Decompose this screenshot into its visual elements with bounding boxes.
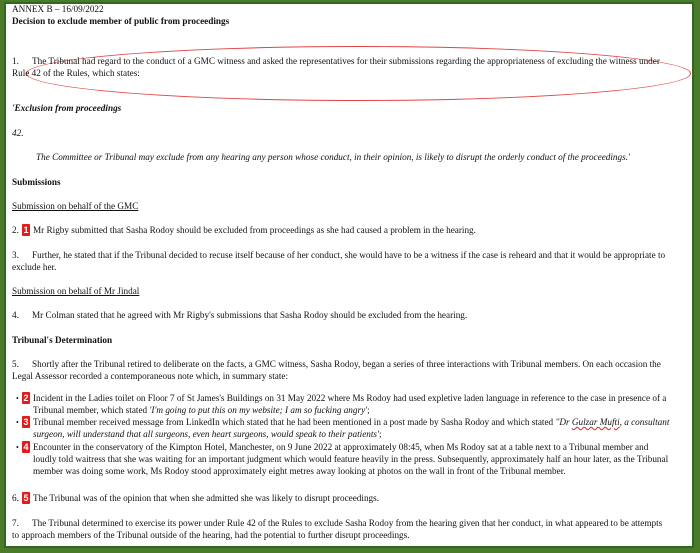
- bullet-icon: •: [16, 443, 19, 452]
- paragraph-number: 2.: [12, 225, 19, 235]
- annex-label: ANNEX B – 16/09/2022: [12, 4, 104, 14]
- paragraph-number: 1.: [12, 56, 19, 66]
- paragraph-text: Further, he stated that if the Tribunal decided to recuse itself because of her conduct, she would have to be a witness if the case is reheard and that it would be appropriate to: [32, 250, 666, 260]
- gmc-submission-heading: Submission on behalf of the GMC: [12, 201, 139, 211]
- document-frame: [4, 2, 694, 548]
- document-page: [6, 4, 692, 546]
- bullet-end: ;: [378, 429, 382, 439]
- paragraph-7-line-1: [12, 518, 662, 530]
- paragraph-2-text: Mr Rigby submitted that Sasha Rodoy should be excluded from proceedings as she had caused a problem in the hearing.: [33, 225, 476, 235]
- bullet-2-line-2: [33, 429, 382, 441]
- rule-heading: 'Exclusion from proceedings: [12, 103, 122, 113]
- paragraph-text: Mr Colman stated that he agreed with Mr Rigby's submissions that Sasha Rodoy should be excluded from the hearing.: [32, 310, 468, 320]
- bullet-3-line-3: member was doing some work, Ms Rodoy stood approximately eight metres away looking at photos on the wall in front of the Tribunal member.: [33, 466, 566, 476]
- jindal-submission-heading: Submission on behalf of Mr Jindal: [12, 286, 140, 296]
- paragraph-5-line-2: Legal Assessor recorded a contemporaneous note which, in summary state:: [12, 371, 289, 381]
- paragraph-number: 5.: [12, 359, 19, 369]
- bullet-3-line-1: Encounter in the conservatory of the Kimpton Hotel, Manchester, on 9 June 2022 at approximately 08:45, when Ms Rodoy sat at a table next to a Tribunal member and: [33, 442, 649, 452]
- annotation-marker-2: 2: [23, 393, 29, 403]
- bullet-text: Tribunal member received message from LinkedIn which stated that he had been mentioned in a post made by Sasha Rodoy and which stated: [33, 417, 556, 427]
- document-title: Decision to exclude member of public from proceedings: [12, 16, 230, 26]
- annotation-marker-1: 1: [23, 225, 29, 235]
- paragraph-number: 7.: [12, 518, 19, 528]
- bullet-quote: 'I'm going to put this on my website; I am so fucking angry': [149, 405, 368, 415]
- bullet-quote: ''Dr: [555, 417, 572, 427]
- paragraph-5-line-1: [12, 359, 661, 371]
- annotation-marker-3: 3: [23, 417, 29, 427]
- annotation-marker-5: 5: [23, 493, 29, 503]
- bullet-1-line-2: [33, 405, 370, 417]
- bullet-icon: •: [16, 394, 19, 403]
- paragraph-1-line-2: Rule 42 of the Rules, which states:: [12, 68, 140, 78]
- submissions-heading: Submissions: [12, 177, 61, 187]
- paragraph-1-line-1: [12, 56, 660, 68]
- paragraph-text: The Tribunal had regard to the conduct of a GMC witness and asked the representatives for their submissions regarding the appropriateness of excluding the witness under: [32, 56, 660, 66]
- bullet-2-line-1: [33, 417, 669, 429]
- paragraph-number: 3.: [12, 250, 19, 260]
- bullet-quote: surgeon, will understand that all surgeons, even heart surgeons, would speak to their patients': [33, 429, 379, 439]
- paragraph-text: Shortly after the Tribunal retired to deliberate on the facts, a GMC witness, Sasha Rodoy, began a series of three interactions with Tribunal members. On each occasion the: [32, 359, 661, 369]
- bullet-end: ;: [367, 405, 370, 415]
- bullet-icon: •: [16, 418, 19, 427]
- rule-text: The Committee or Tribunal may exclude from any hearing any person whose conduct, in their opinion, is likely to disrupt the orderly conduct of the proceedings.': [36, 152, 630, 162]
- paragraph-number: 4.: [12, 310, 19, 320]
- bullet-3-line-2: loudly told waitress that she was waiting for an important judgment which would feature heavily in the press. Subsequently, approximately half an hour later, as the Tribunal: [33, 454, 669, 464]
- bullet-quote: , a consultant: [619, 417, 670, 427]
- paragraph-4: [12, 310, 467, 322]
- rule-number: 42.: [12, 128, 24, 138]
- paragraph-7-line-2: to approach members of the Tribunal outside of the hearing, had the potential to further disrupt proceedings.: [12, 530, 410, 540]
- bullet-1-line-1: Incident in the Ladies toilet on Floor 7 of St James's Buildings on 31 May 2022 where Ms Rodoy had used expletive laden language in reference to the case in presence of a: [33, 393, 667, 403]
- paragraph-text: The Tribunal determined to exercise its power under Rule 42 of the Rules to exclude Sasha Rodoy from the hearing given that her conduct, in what appeared to be attempts: [32, 518, 663, 528]
- paragraph-6-text: The Tribunal was of the opinion that when she admitted she was likely to disrupt proceedings.: [33, 493, 380, 503]
- annotation-marker-4: 4: [23, 442, 29, 452]
- spellcheck-underlined-name: Gulzar Mufti: [571, 417, 620, 427]
- bullet-text: Tribunal member, which stated: [33, 405, 150, 415]
- paragraph-3-line-2: exclude her.: [12, 262, 57, 272]
- paragraph-3-line-1: [12, 250, 665, 262]
- determination-heading: Tribunal's Determination: [12, 335, 113, 345]
- paragraph-number: 6.: [12, 493, 19, 503]
